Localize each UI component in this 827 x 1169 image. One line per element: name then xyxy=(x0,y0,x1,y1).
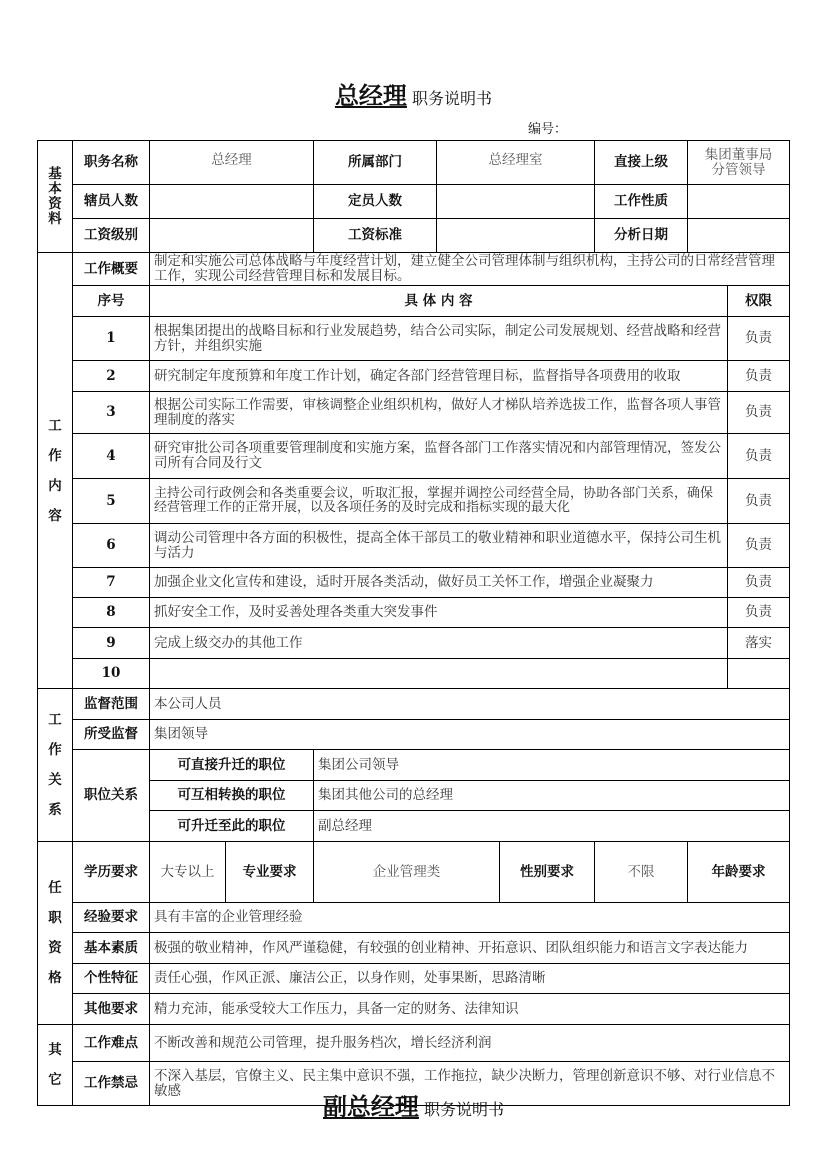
next-title-suffix: 职务说明书 xyxy=(424,1100,505,1119)
next-title-main: 副总经理 xyxy=(322,1092,419,1121)
item-no: 8 xyxy=(73,598,150,628)
analysis-date-value xyxy=(688,219,790,253)
item-content: 研究审批公司各项重要管理制度和实施方案，监督各部门工作落实情况和内部管理情况，签发公司所有合同及行文 xyxy=(150,434,728,479)
item-no: 9 xyxy=(73,628,150,659)
other-requirements-value: 精力充沛，能承受较大工作压力，具备一定的财务、法律知识 xyxy=(150,994,790,1025)
title-main: 总经理 xyxy=(334,81,407,110)
overview-text: 制定和实施公司总体战略与年度经营计划，建立健全公司管理体制与组织机构，主持公司的日常经营管理工作，实现公司经营管理目标和发展目标。 xyxy=(150,253,790,286)
experience-label: 经验要求 xyxy=(73,903,150,933)
table-row xyxy=(38,479,790,524)
staff-count-value xyxy=(150,185,314,219)
job-name-label: 职务名称 xyxy=(73,141,150,185)
gender-value: 不限 xyxy=(595,842,688,903)
item-no: 2 xyxy=(73,361,150,392)
item-permission: 负责 xyxy=(728,568,790,598)
salary-grade-label: 工资级别 xyxy=(73,219,150,253)
section-work-content: 工作内容 xyxy=(38,253,73,689)
table-row xyxy=(38,434,790,479)
table-row xyxy=(38,524,790,568)
section-other: 其它 xyxy=(38,1025,73,1106)
item-permission: 负责 xyxy=(728,598,790,628)
item-content: 根据公司实际工作需要，审核调整企业组织机构，做好人才梯队培养选拔工作，监督各项人事管理制度的落实 xyxy=(150,392,728,434)
promote-to-label: 可直接升迁的职位 xyxy=(150,750,314,781)
item-permission: 负责 xyxy=(728,479,790,524)
education-label: 学历要求 xyxy=(73,842,150,903)
taboo-label: 工作禁忌 xyxy=(73,1062,150,1106)
next-document-title xyxy=(0,1087,827,1122)
col-content-header: 具 体 内 容 xyxy=(150,286,728,317)
job-name-value: 总经理 xyxy=(150,141,314,185)
difficulty-value: 不断改善和规范公司管理，提升服务档次，增长经济利润 xyxy=(150,1025,790,1062)
table-row xyxy=(38,628,790,659)
item-no: 4 xyxy=(73,434,150,479)
promote-from-value: 副总经理 xyxy=(314,811,790,842)
supervise-scope-label: 监督范围 xyxy=(73,689,150,720)
education-value: 大专以上 xyxy=(150,842,226,903)
item-permission: 负责 xyxy=(728,524,790,568)
table-row xyxy=(38,568,790,598)
section-basic: 基本资料 xyxy=(38,141,73,253)
table-row xyxy=(38,392,790,434)
dept-label: 所属部门 xyxy=(314,141,437,185)
item-content: 研究制定年度预算和年度工作计划，确定各部门经营管理目标，监督指导各项费用的收取 xyxy=(150,361,728,392)
position-relation-label: 职位关系 xyxy=(73,750,150,842)
item-content: 加强企业文化宣传和建设，适时开展各类活动，做好员工关怀工作，增强企业凝聚力 xyxy=(150,568,728,598)
item-content: 主持公司行政例会和各类重要会议，听取汇报，掌握并调控公司经营全局，协助各部门关系，确保经营管理工作的正常开展，以及各项任务的及时完成和指标实现的最大化 xyxy=(150,479,728,524)
transfer-value: 集团其他公司的总经理 xyxy=(314,781,790,811)
difficulty-label: 工作难点 xyxy=(73,1025,150,1062)
experience-value: 具有丰富的企业管理经验 xyxy=(150,903,790,933)
document-title xyxy=(0,76,827,111)
taboo-value: 不深入基层，官僚主义、民主集中意识不强，工作拖拉，缺少决断力，管理创新意识不够、对行业信息不敏感 xyxy=(150,1062,790,1106)
item-no: 6 xyxy=(73,524,150,568)
headcount-label: 定员人数 xyxy=(314,185,437,219)
table-row xyxy=(38,598,790,628)
work-nature-label: 工作性质 xyxy=(595,185,688,219)
col-no-header: 序号 xyxy=(73,286,150,317)
item-no: 1 xyxy=(73,317,150,361)
item-content xyxy=(150,659,728,689)
item-permission xyxy=(728,659,790,689)
item-permission: 负责 xyxy=(728,434,790,479)
serial-number-label: 编号： xyxy=(528,122,568,137)
table-row xyxy=(38,317,790,361)
item-permission: 负责 xyxy=(728,392,790,434)
supervised-by-label: 所受监督 xyxy=(73,720,150,750)
item-content: 完成上级交办的其他工作 xyxy=(150,628,728,659)
item-permission: 负责 xyxy=(728,317,790,361)
title-suffix: 职务说明书 xyxy=(412,89,493,108)
promote-from-label: 可升迁至此的职位 xyxy=(150,811,314,842)
item-permission: 落实 xyxy=(728,628,790,659)
personality-value: 责任心强，作风正派、廉洁公正，以身作则，处事果断，思路清晰 xyxy=(150,964,790,994)
gender-label: 性别要求 xyxy=(500,842,595,903)
item-permission: 负责 xyxy=(728,361,790,392)
staff-count-label: 辖员人数 xyxy=(73,185,150,219)
supervise-scope-value: 本公司人员 xyxy=(150,689,790,720)
headcount-value xyxy=(437,185,595,219)
item-content: 抓好安全工作，及时妥善处理各类重大突发事件 xyxy=(150,598,728,628)
promote-to-value: 集团公司领导 xyxy=(314,750,790,781)
salary-standard-label: 工资标准 xyxy=(314,219,437,253)
superior-label: 直接上级 xyxy=(595,141,688,185)
item-content: 调动公司管理中各方面的积极性，提高全体干部员工的敬业精神和职业道德水平，保持公司生机与活力 xyxy=(150,524,728,568)
basic-quality-value: 极强的敬业精神，作风严谨稳健，有较强的创业精神、开拓意识、团队组织能力和语言文字表达能力 xyxy=(150,933,790,964)
salary-standard-value xyxy=(437,219,595,253)
salary-grade-value xyxy=(150,219,314,253)
table-row xyxy=(38,361,790,392)
work-nature-value xyxy=(688,185,790,219)
section-work-relations: 工作关系 xyxy=(38,689,73,842)
item-content: 根据集团提出的战略目标和行业发展趋势，结合公司实际，制定公司发展规划、经营战略和经营方针，并组织实施 xyxy=(150,317,728,361)
col-perm-header: 权限 xyxy=(728,286,790,317)
overview-label: 工作概要 xyxy=(73,253,150,286)
item-no: 10 xyxy=(73,659,150,689)
superior-value: 集团董事局 分管领导 xyxy=(688,141,790,185)
section-qualification: 任职资格 xyxy=(38,842,73,1025)
major-label: 专业要求 xyxy=(226,842,314,903)
basic-quality-label: 基本素质 xyxy=(73,933,150,964)
supervised-by-value: 集团领导 xyxy=(150,720,790,750)
transfer-label: 可互相转换的职位 xyxy=(150,781,314,811)
table-row xyxy=(38,659,790,689)
item-no: 7 xyxy=(73,568,150,598)
age-label: 年龄要求 xyxy=(688,842,790,903)
item-no: 3 xyxy=(73,392,150,434)
personality-label: 个性特征 xyxy=(73,964,150,994)
item-no: 5 xyxy=(73,479,150,524)
other-requirements-label: 其他要求 xyxy=(73,994,150,1025)
analysis-date-label: 分析日期 xyxy=(595,219,688,253)
job-description-table xyxy=(37,140,790,1106)
major-value: 企业管理类 xyxy=(314,842,500,903)
dept-value: 总经理室 xyxy=(437,141,595,185)
